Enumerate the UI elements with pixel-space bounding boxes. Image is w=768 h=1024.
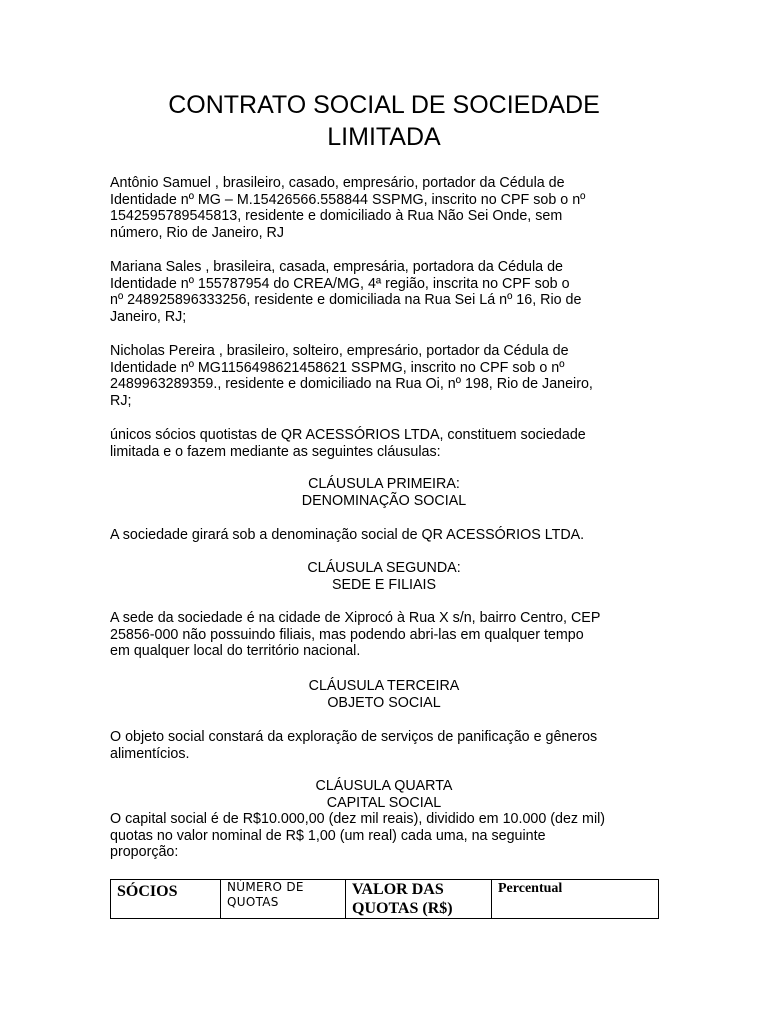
col-valor-quotas-header — [346, 880, 492, 919]
partner-1-line: Antônio Samuel , brasileiro, casado, empresário, portador da Cédula de — [110, 175, 565, 191]
col-numero-quotas-line-2: QUOTAS — [227, 895, 279, 909]
clause-4-heading-line-2: CAPITAL SOCIAL — [326, 794, 442, 811]
clause-2-line: A sede da sociedade é na cidade de Xiprocó à Rua X s/n, bairro Centro, CEP — [110, 610, 601, 626]
col-valor-quotas-line-2: QUOTAS (R$) — [352, 900, 453, 917]
partner-1-line: Identidade nº MG – M.15426566.558844 SSPMG, inscrito no CPF sob o nº — [110, 191, 586, 208]
quota-table — [110, 879, 659, 919]
document-title — [110, 89, 658, 153]
partner-2-line: Identidade nº 155787954 do CREA/MG, 4ª região, inscrita no CPF sob o — [110, 275, 570, 292]
clause-3-line: alimentícios. — [110, 745, 190, 762]
clause-1-heading-line-2: DENOMINAÇÃO SOCIAL — [301, 492, 467, 509]
clause-2-line: em qualquer local do território nacional. — [110, 643, 361, 659]
title-line-1: CONTRATO SOCIAL DE SOCIEDADE — [168, 91, 600, 119]
col-numero-quotas-header — [221, 880, 346, 919]
table-header-row — [111, 880, 659, 919]
clause-4-heading — [110, 778, 658, 811]
col-socios-label: SÓCIOS — [117, 883, 178, 900]
clause-3-heading — [110, 678, 658, 711]
col-valor-quotas-line-1: VALOR DAS — [352, 881, 444, 898]
partner-2-paragraph — [110, 259, 658, 325]
partner-1-paragraph — [110, 175, 658, 241]
clause-1-heading-line-1: CLÁUSULA PRIMEIRA: — [308, 476, 460, 492]
clause-1-text — [110, 527, 658, 544]
clause-2-text — [110, 610, 658, 660]
clause-4-line: proporção: — [110, 844, 179, 860]
title-line-2: LIMITADA — [327, 123, 441, 151]
partner-1-line: 1542595789545813, residente e domiciliado à Rua Não Sei Onde, sem — [110, 208, 563, 224]
clause-2-heading-line-2: SEDE E FILIAIS — [331, 576, 437, 593]
clause-1-line: A sociedade girará sob a denominação social de QR ACESSÓRIOS LTDA. — [110, 527, 585, 543]
intro-line: limitada e o fazem mediante as seguintes cláusulas: — [110, 443, 441, 460]
partner-2-line: nº 248925896333256, residente e domiciliada na Rua Sei Lá nº 16, Rio de — [110, 292, 582, 308]
col-percentual-header — [492, 880, 659, 919]
partner-3-line: RJ; — [110, 392, 132, 409]
intro-paragraph — [110, 427, 658, 460]
clause-4-heading-line-1: CLÁUSULA QUARTA — [315, 778, 453, 794]
clause-2-heading-line-1: CLÁUSULA SEGUNDA: — [307, 560, 461, 576]
col-percentual-label: Percentual — [498, 881, 563, 896]
partner-3-line: Identidade nº MG1156498621458621 SSPMG, inscrito no CPF sob o nº — [110, 359, 565, 376]
partner-3-line: Nicholas Pereira , brasileiro, solteiro, empresário, portador da Cédula de — [110, 343, 569, 359]
col-socios-header — [111, 880, 221, 919]
clause-4-line: quotas no valor nominal de R$ 1,00 (um real) cada uma, na seguinte — [110, 827, 546, 844]
clause-3-heading-line-2: OBJETO SOCIAL — [327, 694, 441, 711]
clause-2-line: 25856-000 não possuindo filiais, mas podendo abri-las em qualquer tempo — [110, 626, 584, 643]
col-numero-quotas-line-1: NÚMERO DE — [227, 880, 304, 894]
partner-2-line: Janeiro, RJ; — [110, 308, 187, 325]
clause-3-text — [110, 729, 658, 762]
partner-3-paragraph — [110, 343, 658, 409]
clause-3-line: O objeto social constará da exploração de serviços de panificação e gêneros — [110, 729, 598, 745]
clause-3-heading-line-1: CLÁUSULA TERCEIRA — [308, 678, 460, 694]
clause-1-heading — [110, 476, 658, 509]
partner-1-line: número, Rio de Janeiro, RJ — [110, 224, 285, 241]
clause-4-line: O capital social é de R$10.000,00 (dez mil reais), dividido em 10.000 (dez mil) — [110, 811, 606, 827]
partner-3-line: 2489963289359., residente e domiciliado na Rua Oi, nº 198, Rio de Janeiro, — [110, 376, 593, 392]
intro-line: únicos sócios quotistas de QR ACESSÓRIOS LTDA, constituem sociedade — [110, 427, 586, 443]
clause-4-text — [110, 811, 658, 861]
clause-2-heading — [110, 560, 658, 593]
partner-2-line: Mariana Sales , brasileira, casada, empresária, portadora da Cédula de — [110, 259, 563, 275]
